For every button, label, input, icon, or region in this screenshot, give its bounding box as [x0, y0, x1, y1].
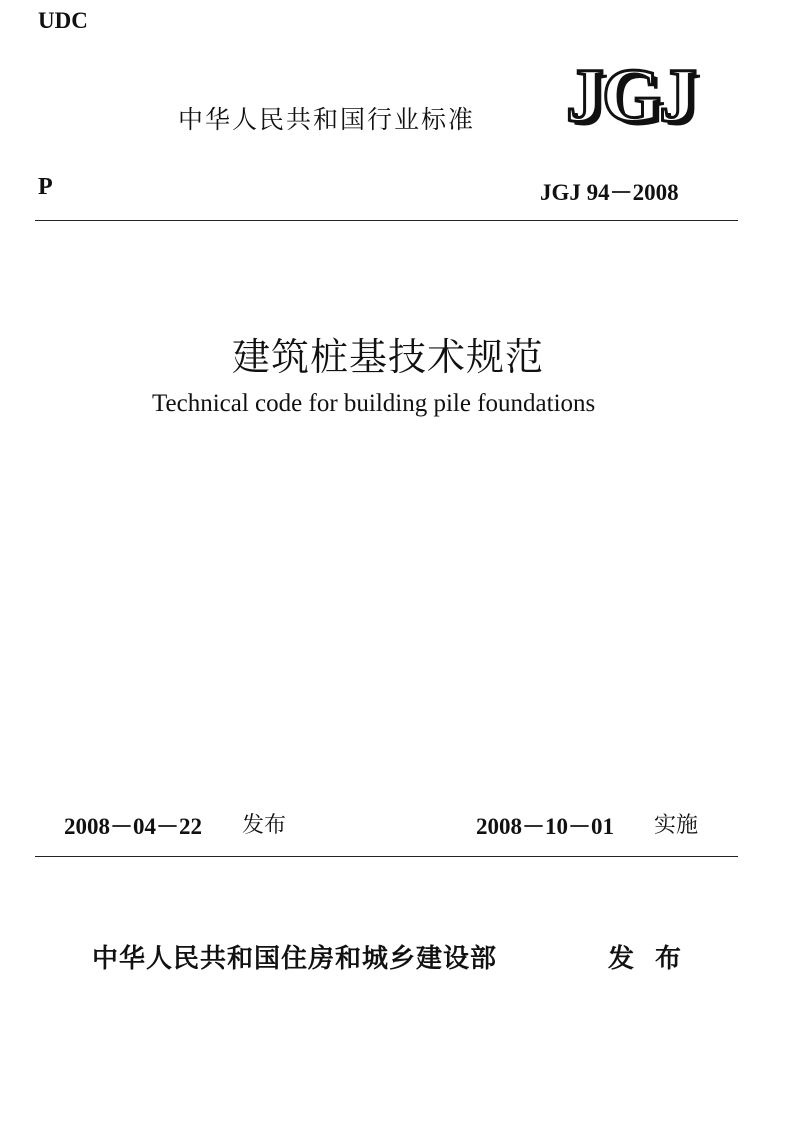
top-divider — [35, 220, 738, 221]
publisher: 中华人民共和国住房和城乡建设部 — [92, 944, 498, 974]
title-english: Technical code for building pile foundations — [152, 390, 596, 417]
standard-number: JGJ 94－2008 — [540, 180, 679, 205]
class-code: P — [38, 174, 53, 200]
title-chinese: 建筑桩基技术规范 — [232, 335, 545, 379]
effective-label: 实施 — [654, 813, 699, 838]
bottom-divider — [35, 856, 738, 857]
effective-date: 2008－10－01 — [476, 814, 614, 839]
jgj-logo: JGJ — [566, 54, 696, 138]
issue-label: 发布 — [242, 813, 287, 838]
publisher-action: 发 布 — [608, 944, 688, 974]
udc-label: UDC — [38, 8, 88, 33]
category-title: 中华人民共和国行业标准 — [178, 105, 476, 134]
issue-date: 2008－04－22 — [64, 814, 202, 839]
